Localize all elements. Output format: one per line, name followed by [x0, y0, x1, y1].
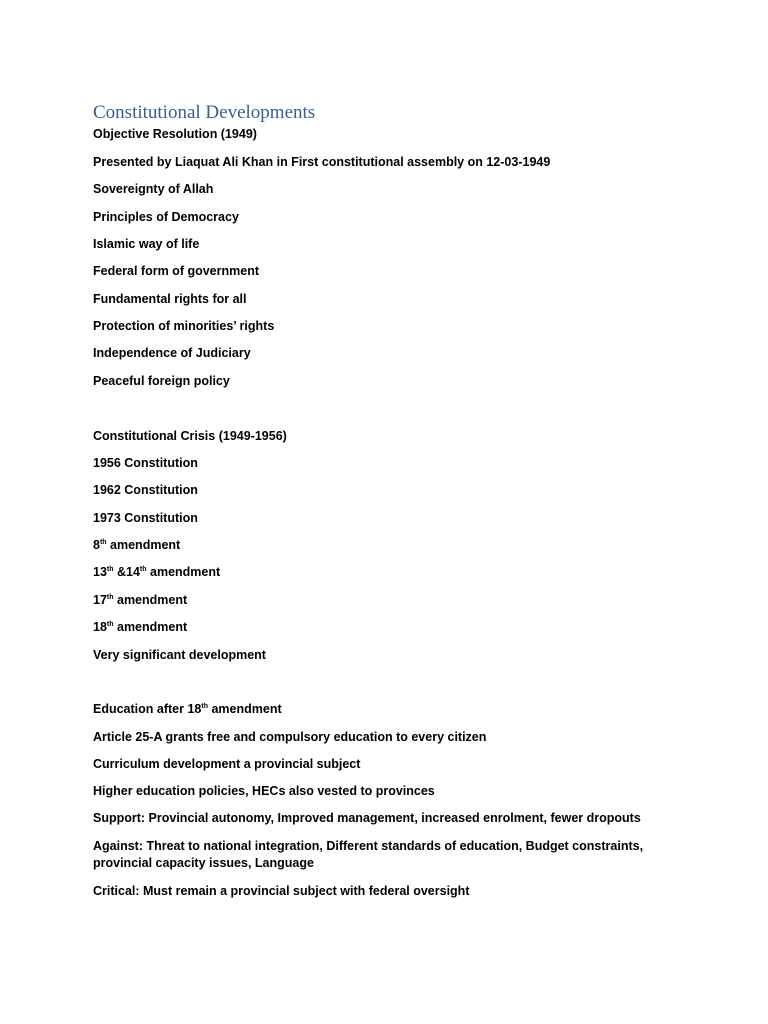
- list-item: Very significant development: [93, 648, 266, 662]
- amendment-label: amendment: [113, 593, 188, 607]
- list-item: Independence of Judiciary: [93, 346, 251, 360]
- ordinal-suffix: th: [139, 566, 147, 573]
- ordinal-suffix: th: [99, 539, 107, 546]
- list-item: Protection of minorities’ rights: [93, 319, 275, 333]
- amendment-number: 17: [93, 593, 107, 607]
- list-item: 1973 Constitution: [93, 511, 198, 525]
- amendment-number: 13: [93, 565, 107, 579]
- amendment-17-item: [93, 593, 187, 608]
- list-item: Curriculum development a provincial subject: [93, 757, 361, 771]
- list-item: Higher education policies, HECs also vested to provinces: [93, 784, 435, 798]
- list-item: Sovereignty of Allah: [93, 182, 214, 196]
- list-item: Islamic way of life: [93, 237, 200, 251]
- section-heading-education-after-18th: [93, 702, 282, 717]
- amendment-label: amendment: [113, 620, 188, 634]
- list-item: Peaceful foreign policy: [93, 374, 230, 388]
- ordinal-suffix: th: [106, 621, 114, 628]
- list-item: Support: Provincial autonomy, Improved management, increased enrolment, fewer dropouts: [93, 811, 641, 825]
- document-title: Constitutional Developments: [93, 102, 316, 123]
- list-item: Fundamental rights for all: [93, 292, 247, 306]
- ordinal-suffix: th: [201, 703, 208, 710]
- list-item: Article 25-A grants free and compulsory education to every citizen: [93, 730, 487, 744]
- heading-text: Education after 18: [93, 702, 202, 716]
- list-item: 1956 Constitution: [93, 456, 198, 470]
- list-item: Principles of Democracy: [93, 210, 239, 224]
- list-item: Federal form of government: [93, 264, 259, 278]
- amendment-number: 8: [93, 538, 100, 552]
- amendment-18-item: [93, 620, 187, 635]
- ordinal-suffix: th: [106, 594, 114, 601]
- amendment-13-14-item: [93, 565, 220, 580]
- amendment-8-item: [93, 538, 180, 553]
- amendment-number: &14: [113, 565, 140, 579]
- ordinal-suffix: th: [106, 566, 114, 573]
- amendment-number: 18: [93, 620, 107, 634]
- list-item: Presented by Liaquat Ali Khan in First constitutional assembly on 12-03-1949: [93, 155, 551, 169]
- section-heading-constitutional-crisis: Constitutional Crisis (1949-1956): [93, 429, 287, 443]
- section-heading-objective-resolution: Objective Resolution (1949): [93, 127, 257, 141]
- amendment-label: amendment: [106, 538, 181, 552]
- list-item: 1962 Constitution: [93, 483, 198, 497]
- amendment-label: amendment: [146, 565, 221, 579]
- list-item: Critical: Must remain a provincial subject with federal oversight: [93, 884, 470, 898]
- heading-text: amendment: [207, 702, 282, 716]
- list-item: Against: Threat to national integration, Different standards of education, Budget constraints, provincial capacity issues, Language: [93, 839, 644, 870]
